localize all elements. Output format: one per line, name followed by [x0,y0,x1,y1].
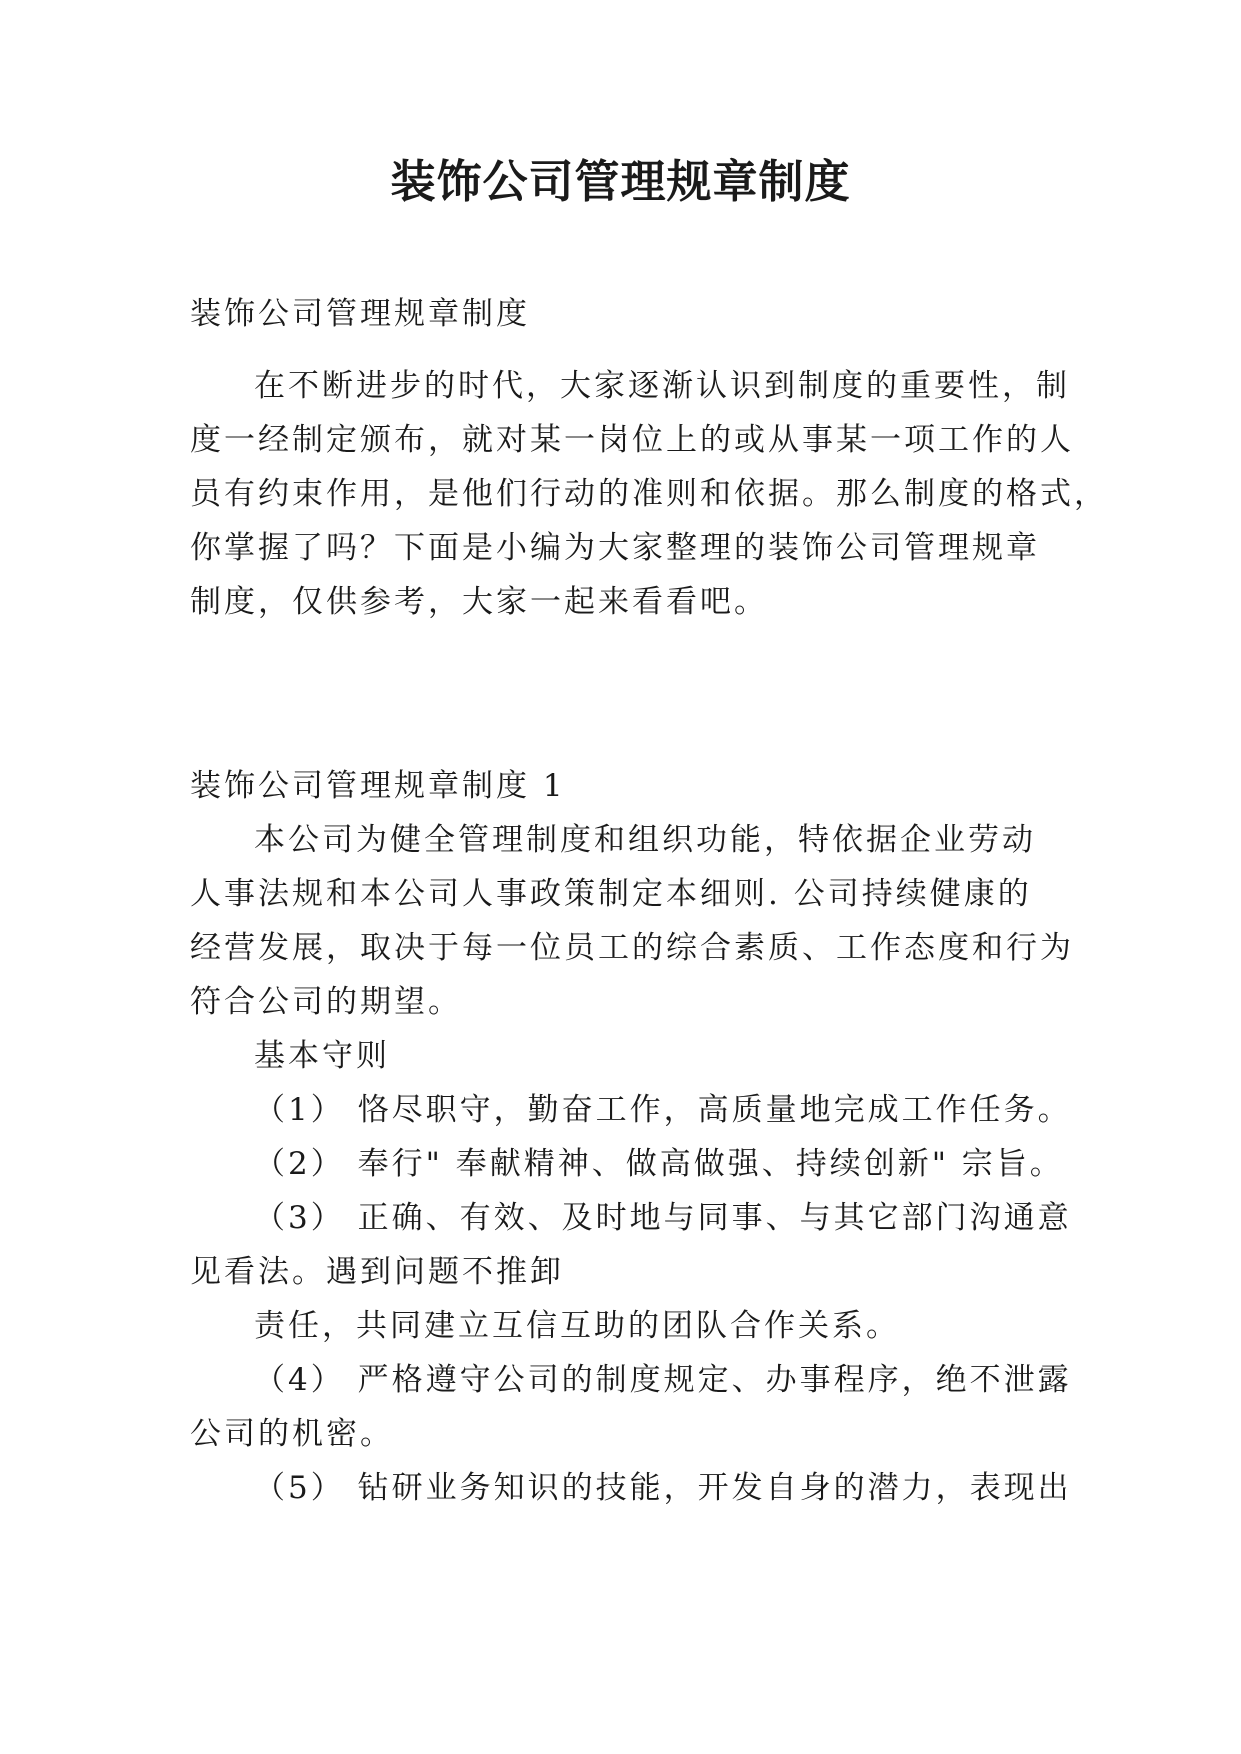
document-subtitle: 装饰公司管理规章制度 [190,296,530,332]
rule-line: （3） 正确、有效、及时地与同事、与其它部门沟通意 [254,1200,1072,1236]
intro-line: 你掌握了吗？下面是小编为大家整理的装饰公司管理规章 [190,530,1040,566]
rules-heading: 基本守则 [254,1038,390,1074]
intro-line: 制度，仅供参考，大家一起来看看吧。 [190,584,768,620]
intro-line: 度一经制定颁布，就对某一岗位上的或从事某一项工作的人 [190,422,1074,458]
rule-line: 责任，共同建立互信互助的团队合作关系。 [254,1308,900,1344]
rule-line: （5） 钻研业务知识的技能，开发自身的潜力，表现出 [254,1470,1072,1506]
paragraph-line: 人事法规和本公司人事政策制定本细则. 公司持续健康的 [190,876,1032,912]
rule-line: 见看法。遇到问题不推卸 [190,1254,564,1290]
paragraph-line: 符合公司的期望。 [190,984,462,1020]
rule-line: （4） 严格遵守公司的制度规定、办事程序，绝不泄露 [254,1362,1072,1398]
rule-line: （1） 恪尽职守，勤奋工作，高质量地完成工作任务。 [254,1092,1072,1128]
intro-line: 员有约束作用，是他们行动的准则和依据。那么制度的格式， [190,476,1108,512]
rule-line: （2） 奉行" 奉献精神、做高做强、持续创新" 宗旨。 [254,1146,1064,1182]
intro-line: 在不断进步的时代，大家逐渐认识到制度的重要性，制 [254,368,1070,404]
rule-line: 公司的机密。 [190,1416,394,1452]
paragraph-line: 经营发展，取决于每一位员工的综合素质、工作态度和行为 [190,930,1074,966]
section-heading: 装饰公司管理规章制度 1 [190,768,566,804]
document-title: 装饰公司管理规章制度 [390,155,851,208]
paragraph-line: 本公司为健全管理制度和组织功能，特依据企业劳动 [254,822,1036,858]
